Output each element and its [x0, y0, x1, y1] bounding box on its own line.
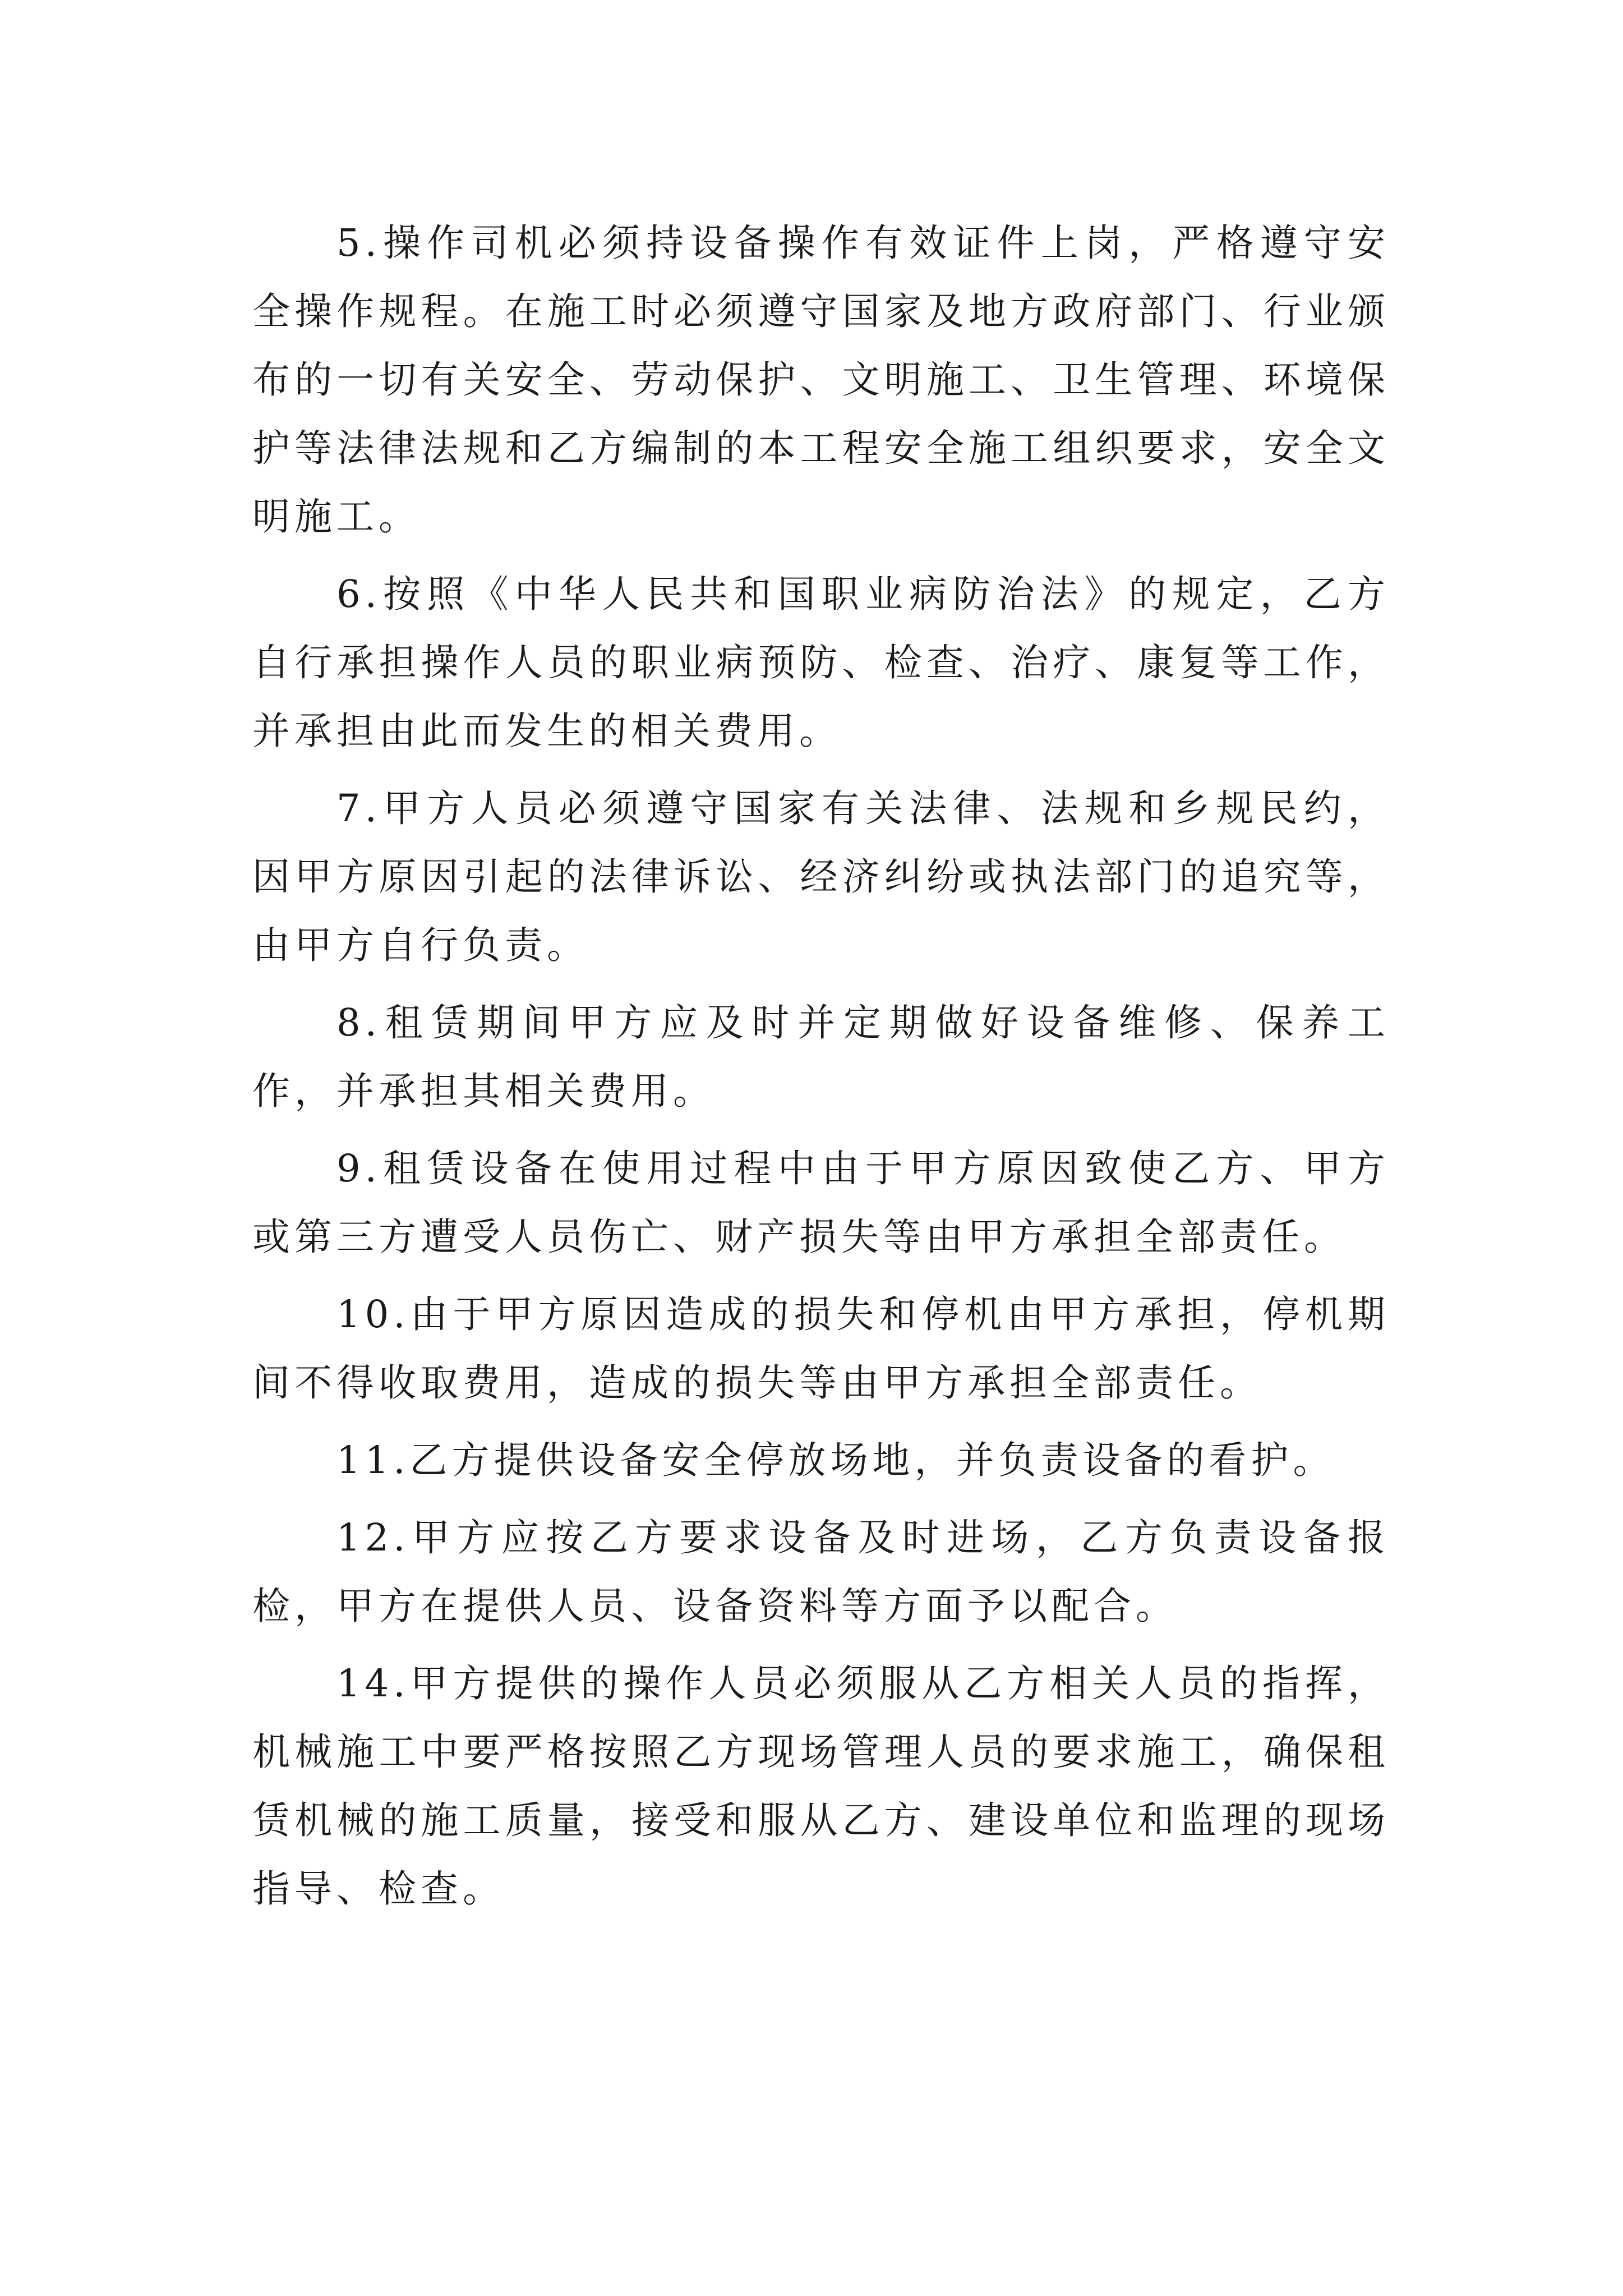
clause-9: 9.租赁设备在使用过程中由于甲方原因致使乙方、甲方或第三方遭受人员伤亡、财产损失等由甲方承担全部责任。: [252, 1147, 1390, 1259]
clause-12: 12.甲方应按乙方要求设备及时进场，乙方负责设备报检，甲方在提供人员、设备资料等方面予以配合。: [252, 1516, 1390, 1628]
clause-10: 10.由于甲方原因造成的损失和停机由甲方承担，停机期间不得收取费用，造成的损失等由甲方承担全部责任。: [252, 1292, 1390, 1405]
clause-6: 6.按照《中华人民共和国职业病防治法》的规定，乙方自行承担操作人员的职业病预防、检查、治疗、康复等工作，并承担由此而发生的相关费用。: [252, 572, 1390, 753]
clause-14: 14.甲方提供的操作人员必须服从乙方相关人员的指挥，机械施工中要严格按照乙方现场管理人员的要求施工，确保租赁机械的施工质量，接受和服从乙方、建设单位和监理的现场指导、检查。: [252, 1662, 1390, 1911]
clause-5: 5.操作司机必须持设备操作有效证件上岗，严格遵守安全操作规程。在施工时必须遵守国家及地方政府部门、行业颁布的一切有关安全、劳动保护、文明施工、卫生管理、环境保护等法律法规和乙方编制的本工程安全施工组织要求，安全文明施工。: [252, 221, 1390, 539]
clause-11: 11.乙方提供设备安全停放场地，并负责设备的看护。: [336, 1438, 1335, 1482]
clause-8: 8.租赁期间甲方应及时并定期做好设备维修、保养工作，并承担其相关费用。: [252, 1001, 1390, 1113]
document-body: [252, 209, 1390, 1932]
clause-7: 7.甲方人员必须遵守国家有关法律、法规和乡规民约，因甲方原因引起的法律诉讼、经济纠纷或执法部门的追究等，由甲方自行负责。: [252, 786, 1390, 967]
